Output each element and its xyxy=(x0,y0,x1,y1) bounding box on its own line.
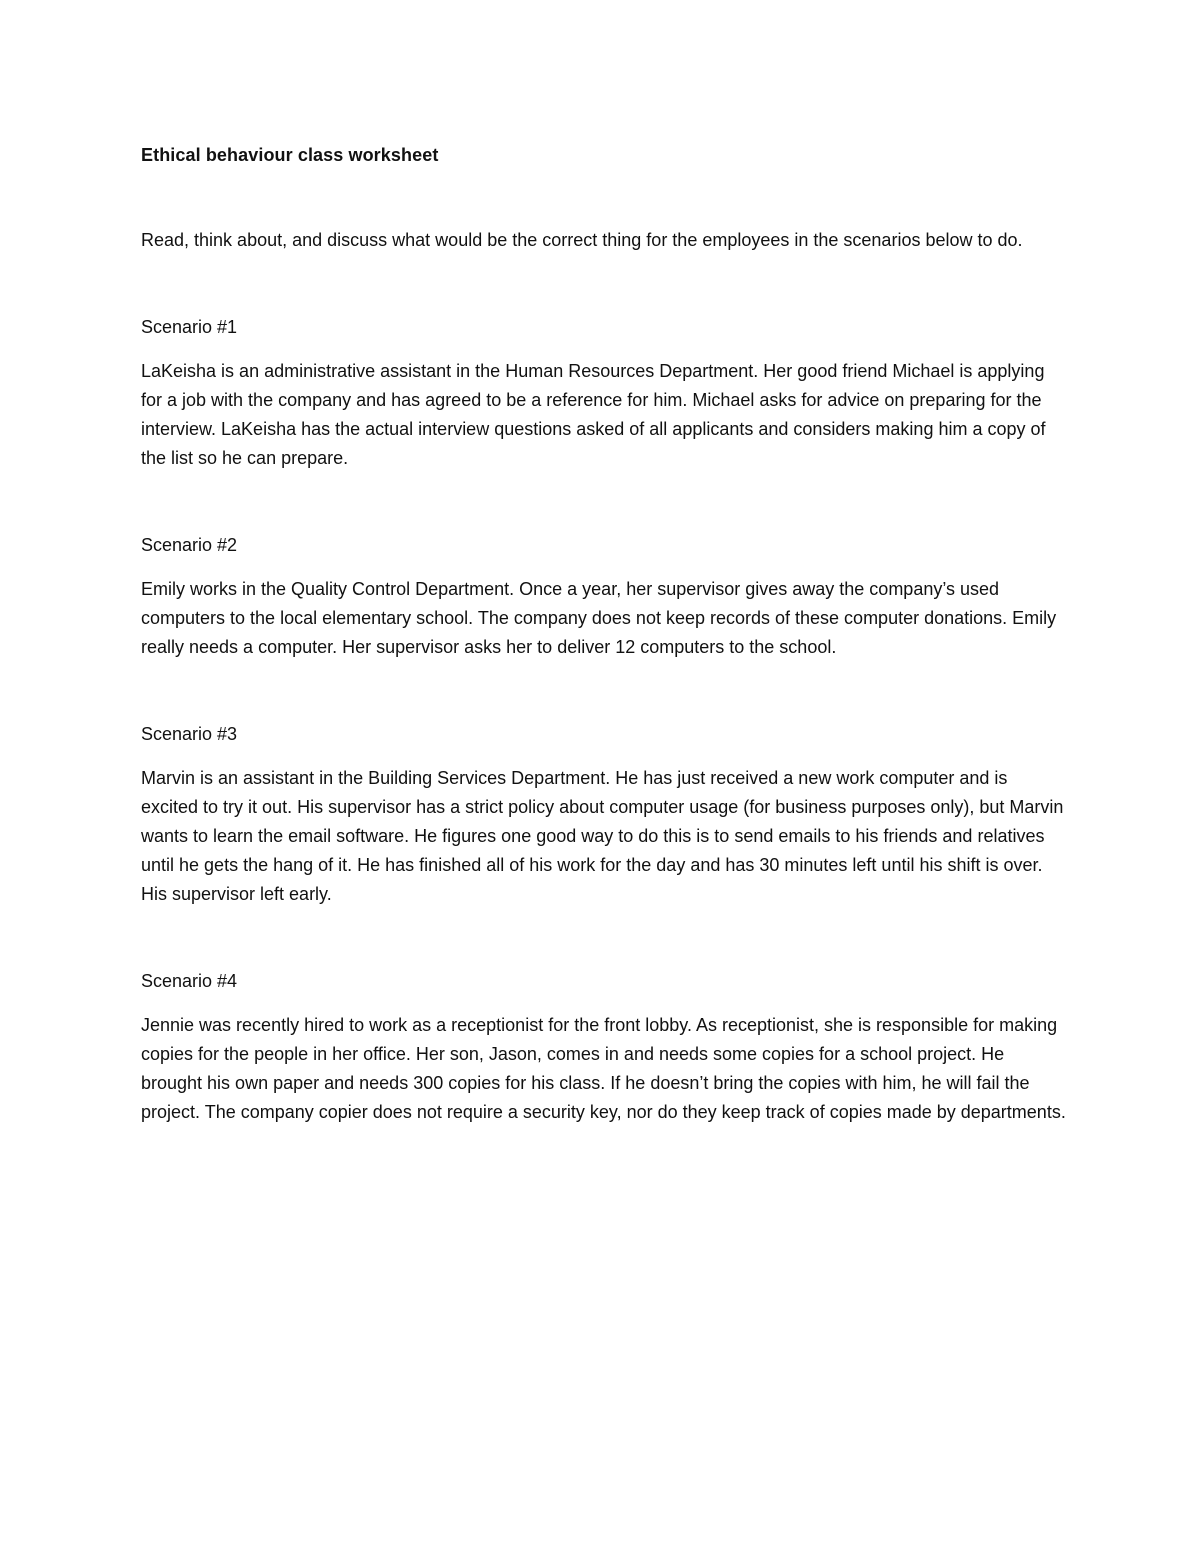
scenario-body: LaKeisha is an administrative assistant in the Human Resources Department. Her good friend Michael is applying for a job with the company and has agreed to be a reference for him. Michael asks for advice on preparing for the interview. LaKeisha has the actual interview questions asked of all applicants and considers making him a copy of the list so he can prepare. xyxy=(141,361,1046,468)
document-content xyxy=(141,141,1066,1127)
scenario-heading: Scenario #3 xyxy=(141,724,238,744)
intro-paragraph: Read, think about, and discuss what would be the correct thing for the employees in the scenarios below to do. xyxy=(141,230,1023,250)
document-title: Ethical behaviour class worksheet xyxy=(141,145,439,165)
scenario-heading: Scenario #1 xyxy=(141,317,238,337)
scenario-2 xyxy=(141,531,1066,662)
scenario-1 xyxy=(141,313,1066,473)
scenario-body: Marvin is an assistant in the Building Services Department. He has just received a new work computer and is excited to try it out. His supervisor has a strict policy about computer usage (for business purposes only), but Marvin wants to learn the email software. He figures one good way to do this is to send emails to his friends and relatives until he gets the hang of it. He has finished all of his work for the day and has 30 minutes left until his shift is over. His supervisor left early. xyxy=(141,768,1064,904)
scenario-3 xyxy=(141,720,1066,909)
scenario-4 xyxy=(141,967,1066,1127)
scenario-heading: Scenario #4 xyxy=(141,971,238,991)
scenario-body: Jennie was recently hired to work as a receptionist for the front lobby. As receptionist, she is responsible for making copies for the people in her office. Her son, Jason, comes in and needs some copies for a school project. He brought his own paper and needs 300 copies for his class. If he doesn’t bring the copies with him, he will fail the project. The company copier does not require a security key, nor do they keep track of copies made by departments. xyxy=(141,1015,1066,1122)
scenario-heading: Scenario #2 xyxy=(141,535,238,555)
scenario-body: Emily works in the Quality Control Department. Once a year, her supervisor gives away the company’s used computers to the local elementary school. The company does not keep records of these computer donations. Emily really needs a computer. Her supervisor asks her to deliver 12 computers to the school. xyxy=(141,579,1057,657)
